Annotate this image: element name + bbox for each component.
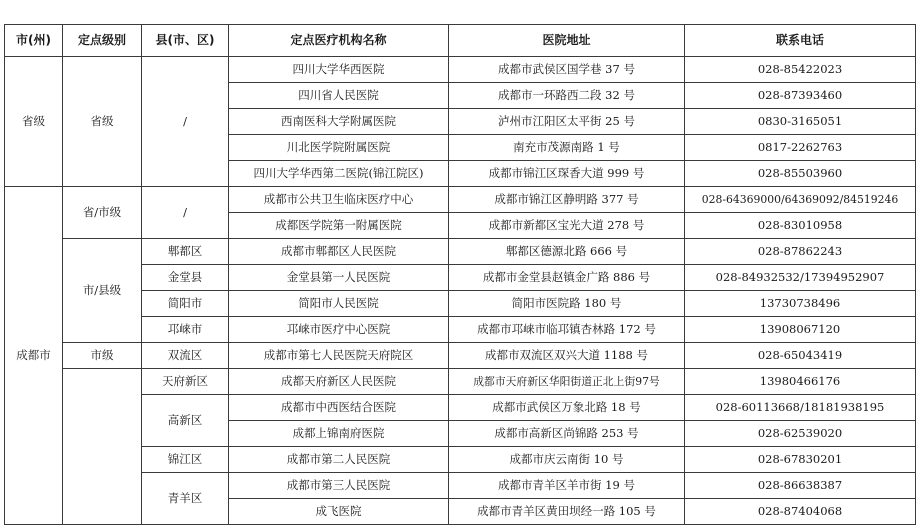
address-cell: 成都市锦江区静明路 377 号 xyxy=(449,187,685,213)
phone-cell: 13908067120 xyxy=(685,317,916,343)
hospital-name-cell: 成都市中西医结合医院 xyxy=(229,395,449,421)
hospital-name-cell: 西南医科大学附属医院 xyxy=(229,109,449,135)
address-cell: 成都市青羊区黄田坝经一路 105 号 xyxy=(449,499,685,525)
table-row xyxy=(5,187,916,213)
hospital-name-cell: 四川大学华西第二医院(锦江院区) xyxy=(229,161,449,187)
table-row xyxy=(5,57,916,83)
header-city: 市(州) xyxy=(5,25,63,57)
hospital-name-cell: 四川省人民医院 xyxy=(229,83,449,109)
hospital-name-cell: 成都医学院第一附属医院 xyxy=(229,213,449,239)
address-cell: 泸州市江阳区太平街 25 号 xyxy=(449,109,685,135)
city-cell: 成都市 xyxy=(5,187,63,525)
table-row xyxy=(5,395,916,421)
header-phone: 联系电话 xyxy=(685,25,916,57)
hospital-name-cell: 四川大学华西医院 xyxy=(229,57,449,83)
county-cell: / xyxy=(142,57,229,187)
phone-cell: 13730738496 xyxy=(685,291,916,317)
phone-cell: 028-65043419 xyxy=(685,343,916,369)
hospital-name-cell: 成都市第三人民医院 xyxy=(229,473,449,499)
level-cell: 省级 xyxy=(63,57,142,187)
header-level: 定点级别 xyxy=(63,25,142,57)
level-cell: 市级 xyxy=(63,343,142,369)
table-row xyxy=(5,265,916,291)
hospital-name-cell: 邛崃市医疗中心医院 xyxy=(229,317,449,343)
county-cell: 高新区 xyxy=(142,395,229,447)
phone-cell: 028-83010958 xyxy=(685,213,916,239)
header-address: 医院地址 xyxy=(449,25,685,57)
table-header-row xyxy=(5,25,916,57)
header-hospital-name: 定点医疗机构名称 xyxy=(229,25,449,57)
address-cell: 成都市双流区双兴大道 1188 号 xyxy=(449,343,685,369)
table-row xyxy=(5,317,916,343)
phone-cell: 13980466176 xyxy=(685,369,916,395)
address-cell: 成都市一环路西二段 32 号 xyxy=(449,83,685,109)
table-row xyxy=(5,239,916,265)
county-cell: / xyxy=(142,187,229,239)
designated-hospitals-table xyxy=(4,24,916,525)
level-cell: 省/市级 xyxy=(63,187,142,239)
phone-cell: 028-87393460 xyxy=(685,83,916,109)
hospital-name-cell: 成飞医院 xyxy=(229,499,449,525)
address-cell: 成都市锦江区琛香大道 999 号 xyxy=(449,161,685,187)
phone-cell: 028-87862243 xyxy=(685,239,916,265)
county-cell: 青羊区 xyxy=(142,473,229,525)
table-row xyxy=(5,369,916,395)
address-cell: 成都市武侯区万象北路 18 号 xyxy=(449,395,685,421)
hospital-name-cell: 成都市第二人民医院 xyxy=(229,447,449,473)
address-cell: 成都市新都区宝光大道 278 号 xyxy=(449,213,685,239)
hospital-name-cell: 成都天府新区人民医院 xyxy=(229,369,449,395)
address-cell: 郫都区德源北路 666 号 xyxy=(449,239,685,265)
table-row xyxy=(5,291,916,317)
phone-cell: 0817-2262763 xyxy=(685,135,916,161)
table-row xyxy=(5,343,916,369)
hospital-name-cell: 金堂县第一人民医院 xyxy=(229,265,449,291)
header-county: 县(市、区) xyxy=(142,25,229,57)
table-row xyxy=(5,473,916,499)
phone-cell: 028-85422023 xyxy=(685,57,916,83)
county-cell: 邛崃市 xyxy=(142,317,229,343)
address-cell: 成都市青羊区羊市街 19 号 xyxy=(449,473,685,499)
address-cell: 成都市金堂县赵镇金广路 886 号 xyxy=(449,265,685,291)
phone-cell: 028-64369000/64369092/84519246 xyxy=(685,187,916,213)
county-cell: 郫都区 xyxy=(142,239,229,265)
county-cell: 天府新区 xyxy=(142,369,229,395)
hospital-name-cell: 简阳市人民医院 xyxy=(229,291,449,317)
level-cell-empty xyxy=(63,369,142,525)
level-cell: 市/县级 xyxy=(63,239,142,343)
address-cell: 南充市茂源南路 1 号 xyxy=(449,135,685,161)
phone-cell: 028-87404068 xyxy=(685,499,916,525)
table-row xyxy=(5,447,916,473)
hospital-name-cell: 成都市公共卫生临床医疗中心 xyxy=(229,187,449,213)
phone-cell: 028-62539020 xyxy=(685,421,916,447)
county-cell: 简阳市 xyxy=(142,291,229,317)
county-cell: 金堂县 xyxy=(142,265,229,291)
address-cell: 成都市庆云南街 10 号 xyxy=(449,447,685,473)
phone-cell: 028-86638387 xyxy=(685,473,916,499)
hospital-name-cell: 成都上锦南府医院 xyxy=(229,421,449,447)
phone-cell: 028-85503960 xyxy=(685,161,916,187)
address-cell: 成都市邛崃市临邛镇杏林路 172 号 xyxy=(449,317,685,343)
address-cell: 成都市高新区尚锦路 253 号 xyxy=(449,421,685,447)
address-cell: 成都市天府新区华阳街道正北上街97号 xyxy=(449,369,685,395)
phone-cell: 028-67830201 xyxy=(685,447,916,473)
county-cell: 双流区 xyxy=(142,343,229,369)
phone-cell: 028-84932532/17394952907 xyxy=(685,265,916,291)
hospital-name-cell: 成都市第七人民医院天府院区 xyxy=(229,343,449,369)
phone-cell: 0830-3165051 xyxy=(685,109,916,135)
phone-cell: 028-60113668/18181938195 xyxy=(685,395,916,421)
city-cell: 省级 xyxy=(5,57,63,187)
hospital-name-cell: 川北医学院附属医院 xyxy=(229,135,449,161)
address-cell: 简阳市医院路 180 号 xyxy=(449,291,685,317)
county-cell: 锦江区 xyxy=(142,447,229,473)
hospital-name-cell: 成都市郫都区人民医院 xyxy=(229,239,449,265)
address-cell: 成都市武侯区国学巷 37 号 xyxy=(449,57,685,83)
